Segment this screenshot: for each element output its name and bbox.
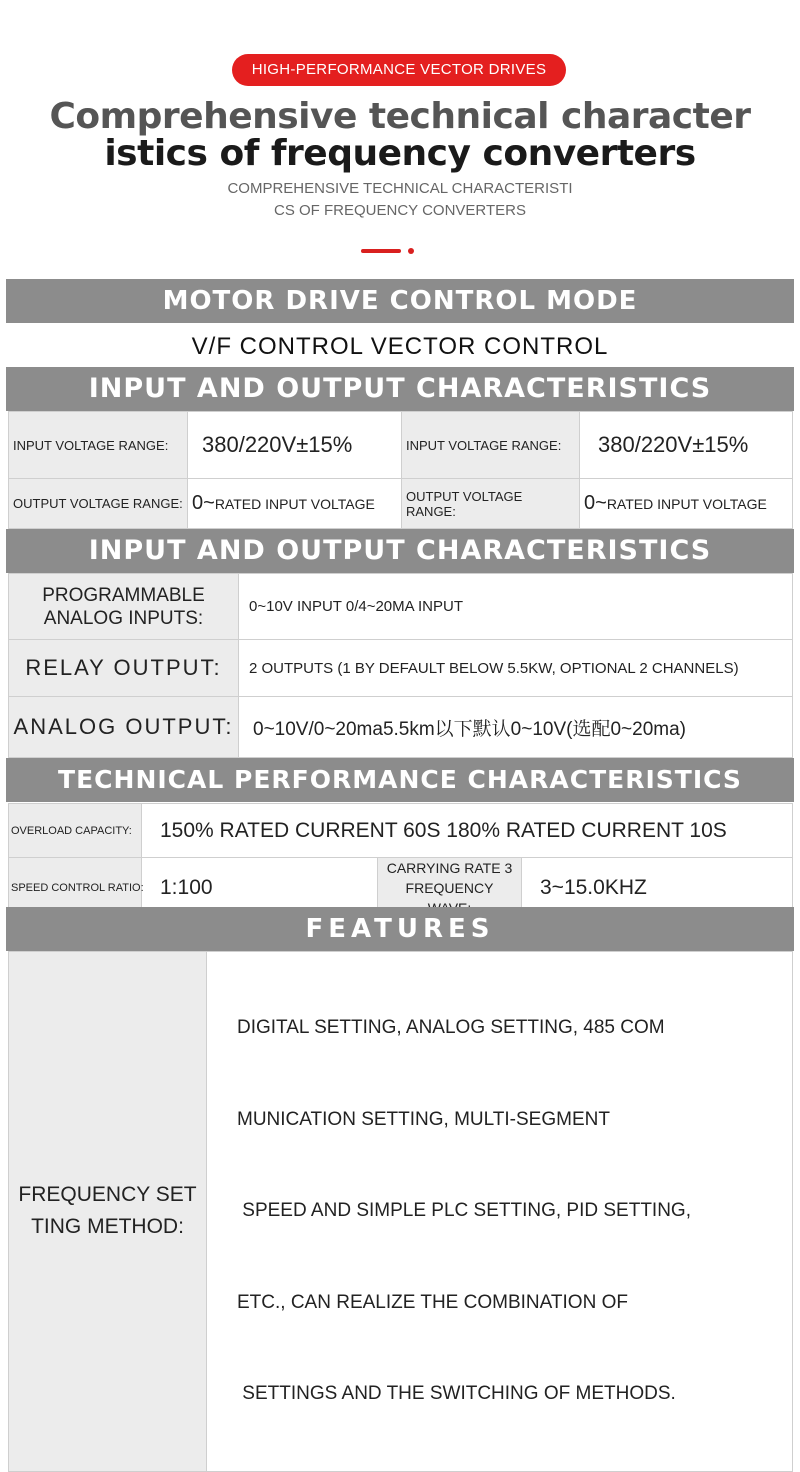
section-heading-tech: TECHNICAL PERFORMANCE CHARACTERISTICS — [6, 758, 794, 802]
decorative-dot — [408, 248, 414, 254]
section-heading-io-2: INPUT AND OUTPUT CHARACTERISTICS — [6, 529, 794, 573]
analog-inputs-label-line1: PROGRAMMABLE — [42, 584, 205, 606]
analog-inputs-label-line2: ANALOG INPUTS: — [43, 607, 204, 629]
feature-line: MUNICATION SETTING, MULTI-SEGMENT — [237, 1108, 610, 1130]
motor-mode-value: V/F CONTROL VECTOR CONTROL — [191, 333, 609, 360]
table-row — [9, 574, 793, 640]
table-row — [9, 412, 793, 479]
carrier-label-line1: CARRYING RATE 3 — [386, 860, 513, 876]
io1-table — [8, 411, 793, 529]
table-row — [9, 640, 793, 697]
tech-table — [8, 803, 793, 919]
overload-value: 150% RATED CURRENT 60S 180% RATED CURRENT 10S — [142, 804, 793, 858]
features-table — [8, 951, 793, 1472]
feature-line: SETTINGS AND THE SWITCHING OF METHODS. — [237, 1383, 676, 1404]
input-voltage-label-a: INPUT VOLTAGE RANGE: — [9, 412, 188, 479]
feature-line: SPEED AND SIMPLE PLC SETTING, PID SETTING, — [237, 1200, 691, 1221]
output-voltage-prefix-a: 0~ — [192, 492, 215, 514]
subtitle-line2: CS OF FREQUENCY CONVERTERS — [274, 202, 526, 219]
page-title-line2: istics of frequency converters — [104, 133, 696, 174]
frequency-setting-label — [9, 952, 207, 1472]
section-heading-motor-mode: MOTOR DRIVE CONTROL MODE — [6, 279, 794, 323]
output-voltage-text-b: RATED INPUT VOLTAGE — [606, 496, 767, 512]
analog-inputs-label — [9, 574, 239, 640]
table-row — [9, 804, 793, 858]
relay-output-label: RELAY OUTPUT: — [9, 640, 239, 697]
frequency-setting-value — [207, 952, 793, 1472]
output-voltage-prefix-b: 0~ — [584, 492, 607, 514]
output-voltage-label-b: OUTPUT VOLTAGE RANGE: — [402, 479, 580, 529]
feature-line: DIGITAL SETTING, ANALOG SETTING, 485 COM — [237, 1017, 665, 1038]
frequency-setting-label-line1: FREQUENCY SET — [18, 1183, 197, 1207]
page-title-line1: Comprehensive technical character — [49, 96, 751, 137]
input-voltage-label-b: INPUT VOLTAGE RANGE: — [402, 412, 580, 479]
speed-ratio-label: SPEED CONTROL RATIO: — [9, 858, 142, 919]
table-row — [9, 952, 793, 1472]
table-row — [9, 697, 793, 758]
section-heading-features: FEATURES — [6, 907, 794, 951]
output-voltage-value-b — [580, 479, 793, 529]
input-voltage-value-b: 380/220V±15% — [580, 412, 793, 479]
header-pill: HIGH-PERFORMANCE VECTOR DRIVES — [232, 54, 566, 86]
carrier-label-line2: FREQUENCY — [405, 880, 494, 896]
subtitle-line1: COMPREHENSIVE TECHNICAL CHARACTERISTI — [227, 180, 573, 197]
carrier-value: 3~15.0KHZ — [522, 858, 793, 919]
frequency-setting-label-line2: TING METHOD: — [31, 1215, 184, 1239]
decorative-line — [361, 249, 401, 253]
output-voltage-text-a: RATED INPUT VOLTAGE — [214, 496, 375, 512]
io2-table — [8, 573, 793, 758]
table-row — [9, 479, 793, 529]
section-heading-io-1: INPUT AND OUTPUT CHARACTERISTICS — [6, 367, 794, 411]
analog-inputs-value: 0~10V INPUT 0/4~20MA INPUT — [239, 574, 793, 640]
feature-line: ETC., CAN REALIZE THE COMBINATION OF — [237, 1291, 628, 1313]
speed-ratio-value: 1:100 — [142, 858, 378, 919]
analog-output-value: 0~10V/0~20ma5.5km以下默认0~10V(选配0~20ma) — [239, 697, 793, 758]
output-voltage-label-a: OUTPUT VOLTAGE RANGE: — [9, 479, 188, 529]
input-voltage-value-a: 380/220V±15% — [188, 412, 402, 479]
analog-output-label: ANALOG OUTPUT: — [9, 697, 239, 758]
output-voltage-value-a — [188, 479, 402, 529]
overload-label: OVERLOAD CAPACITY: — [9, 804, 142, 858]
relay-output-value: 2 OUTPUTS (1 BY DEFAULT BELOW 5.5KW, OPTIONAL 2 CHANNELS) — [239, 640, 793, 697]
